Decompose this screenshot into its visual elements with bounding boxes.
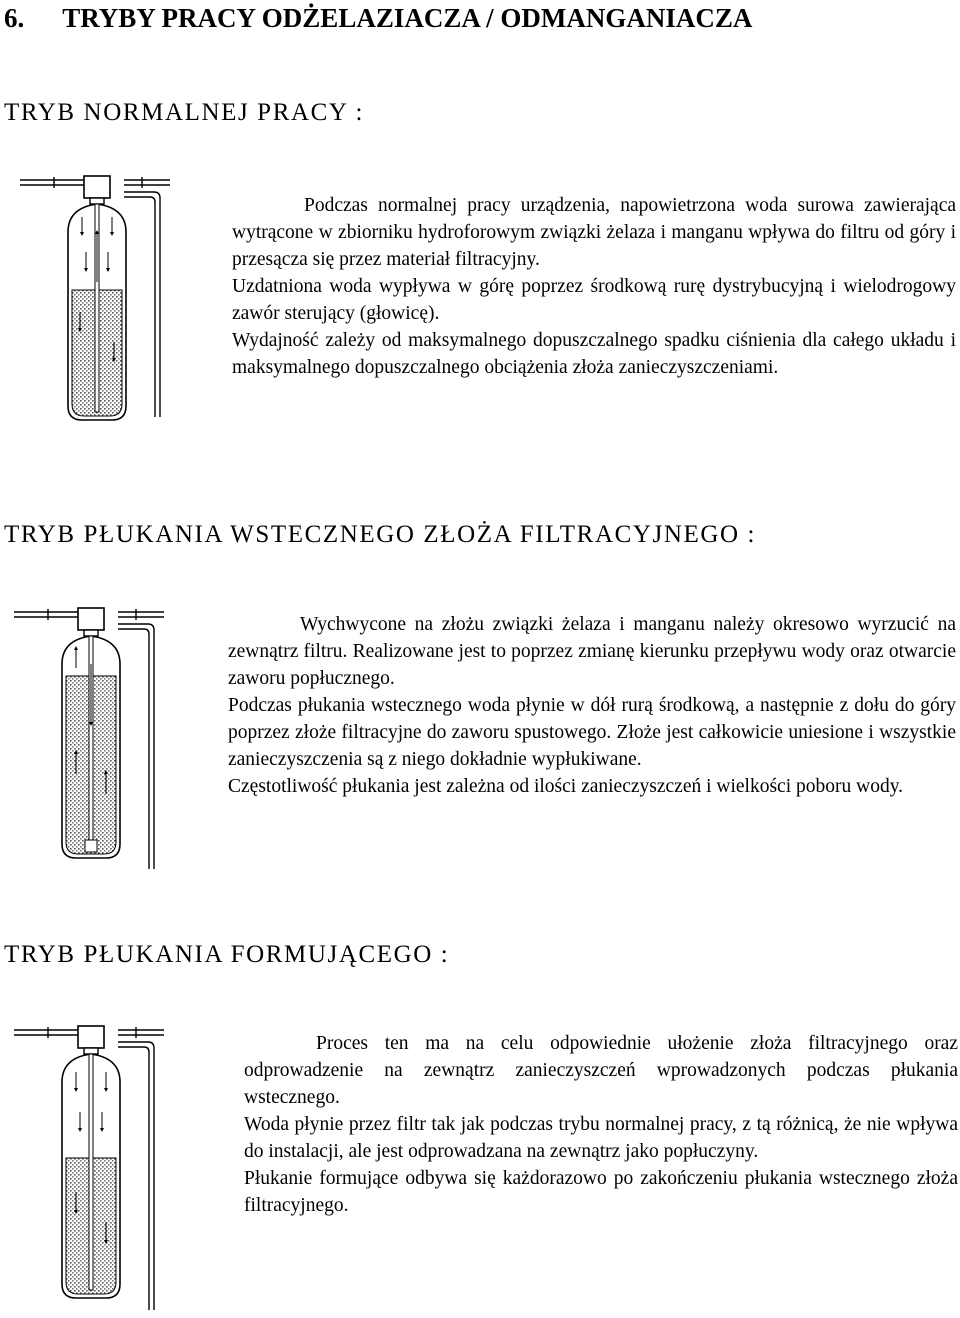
chapter-number: 6.	[4, 3, 25, 33]
paragraph: Częstotliwość płukania jest zależna od ilości zanieczyszczeń i wielkości poboru wody.	[228, 776, 904, 797]
paragraph: Woda płynie przez filtr tak jak podczas trybu normalnej pracy, z tą różnicą, że nie wpływa do instalacji, ale jest odprowadzana na zewnątrz jako popłuczyny.	[244, 1114, 958, 1162]
chapter-title: TRYBY PRACY ODŻELAZIACZA / ODMANGANIACZA	[62, 3, 753, 33]
paragraph: Płukanie formujące odbywa się każdorazowo po zakończeniu płukania wstecznego złoża filtracyjnego.	[244, 1168, 958, 1216]
paragraph: Wychwycone na złożu związki żelaza i manganu należy okresowo wyrzucić na zewnątrz filtru. Realizowane jest to poprzez zmianę kierunku przepływu wody oraz otwarcie zaworu popłucznego.	[228, 614, 956, 689]
paragraph: Wydajność zależy od maksymalnego dopuszczalnego spadku ciśnienia dla całego układu i maksymalnego dopuszczalnego obciążenia złoża zanieczyszczeniami.	[232, 330, 956, 378]
section-text-forming-rinse	[244, 1030, 958, 1219]
paragraph: Podczas płukania wstecznego woda płynie w dół rurą środkową, a następnie z dołu do góry poprzez złoże filtracyjne do zaworu spustowego. Złoże jest całkowicie uniesione i wszystkie zanieczyszczenia są z niego dokładnie wypłukiwane.	[228, 695, 956, 770]
filter-diagram-forming-rinse	[14, 1022, 164, 1312]
section-text-normal-operation	[232, 192, 956, 381]
section-title-normal-operation: TRYB NORMALNEJ PRACY :	[4, 99, 365, 126]
section-text-backwash	[228, 611, 956, 800]
paragraph: Uzdatniona woda wypływa w górę poprzez środkową rurę dystrybucyjną i wielodrogowy zawór sterujący (głowicę).	[232, 276, 956, 324]
section-title-backwash: TRYB PŁUKANIA WSTECZNEGO ZŁOŻA FILTRACYJNEGO :	[4, 521, 757, 548]
filter-diagram-backwash	[14, 604, 164, 876]
page-heading	[4, 0, 752, 36]
section-title-forming-rinse: TRYB PŁUKANIA FORMUJĄCEGO :	[4, 941, 450, 968]
paragraph: Proces ten ma na celu odpowiednie ułożenie złoża filtracyjnego oraz odprowadzenie na zewnątrz zanieczyszczeń wprowadzonych podczas płukania wstecznego.	[244, 1033, 958, 1108]
filter-diagram-normal-operation	[20, 172, 170, 444]
paragraph: Podczas normalnej pracy urządzenia, napowietrzona woda surowa zawierająca wytrącone w zbiorniku hydroforowym związki żelaza i manganu wpływa do filtru od góry i przesącza się przez materiał filtracyjny.	[232, 195, 956, 270]
